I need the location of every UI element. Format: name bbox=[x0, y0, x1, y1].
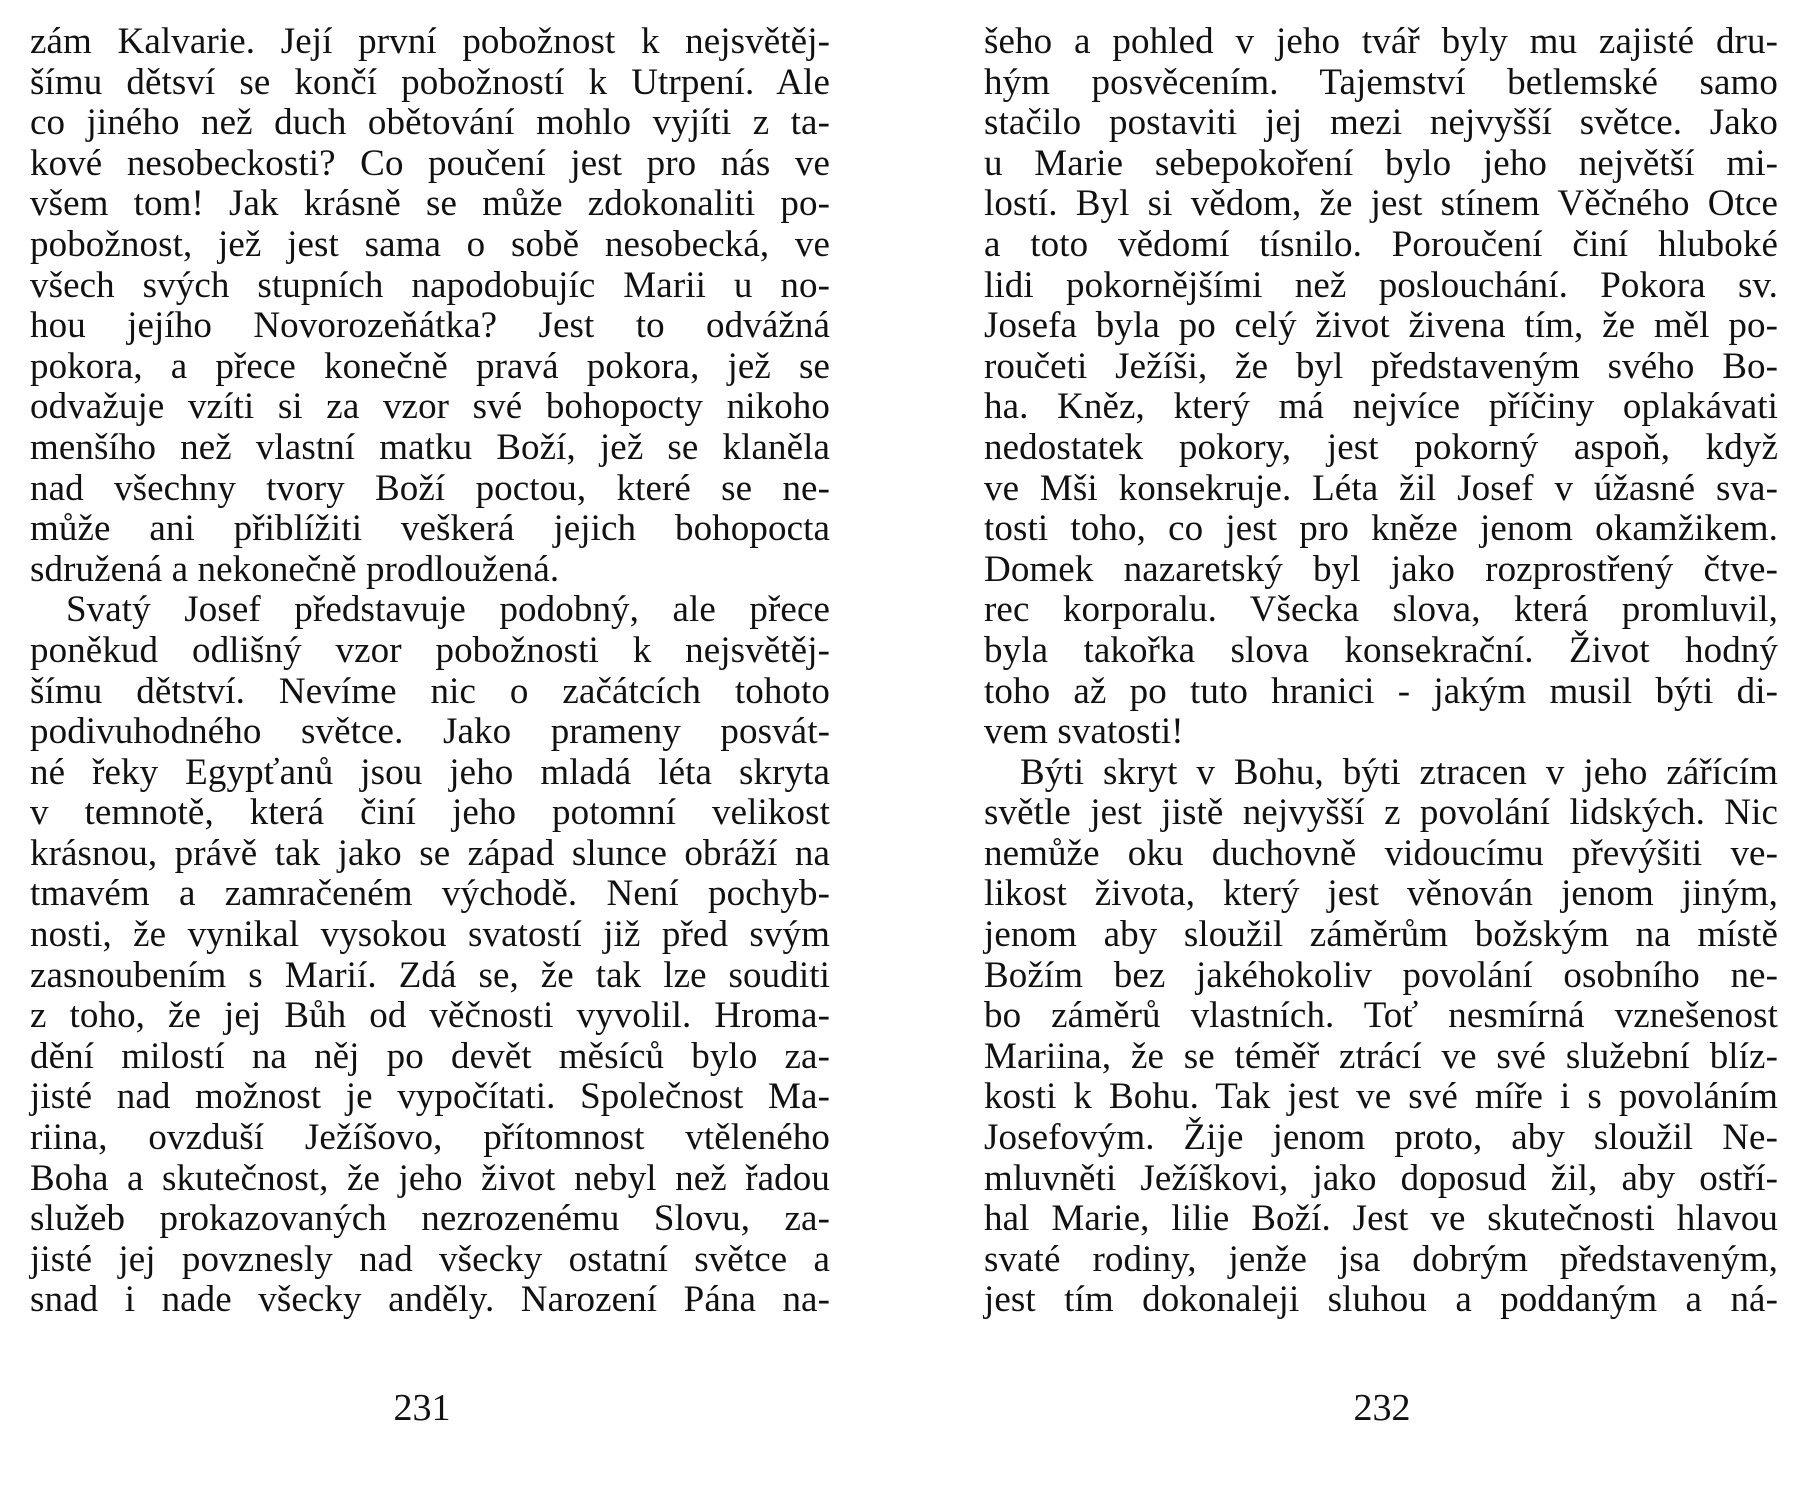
text-line: podivuhodného světce. Jako prameny posvát- bbox=[30, 711, 830, 753]
text-line: jenom aby sloužil záměrům božským na místě bbox=[984, 914, 1778, 956]
text-line: Domek nazaretský byl jako rozprostřený čtve- bbox=[984, 548, 1778, 590]
text-line: tmavém a zamračeném východě. Není pochyb- bbox=[30, 873, 830, 915]
text-line: Josefa byla po celý život živena tím, že měl po- bbox=[984, 305, 1778, 347]
text-line: jest tím dokonaleji sluhou a poddaným a ná- bbox=[984, 1279, 1778, 1321]
text-line: kové nesobeckosti? Co poučení jest pro nás ve bbox=[30, 142, 830, 184]
text-line: mluvněti Ježíškovi, jako doposud žil, aby ostří- bbox=[984, 1157, 1778, 1199]
paragraph-end-line: sdružená a nekonečně prodloužená. bbox=[30, 548, 560, 590]
text-line: a toto vědomí tísnilo. Poroučení činí hluboké bbox=[984, 223, 1778, 265]
text-line: byla takořka slova konsekrační. Život hodný bbox=[984, 629, 1778, 671]
text-line: co jiného než duch obětování mohlo vyjíti z ta- bbox=[30, 102, 830, 144]
text-line: Josefovým. Žije jenom proto, aby sloužil Ne- bbox=[984, 1117, 1778, 1159]
text-line: kosti k Bohu. Tak jest ve své míře i s povoláním bbox=[984, 1076, 1778, 1118]
text-line: odvažuje vzíti si za vzor své bohopocty nikoho bbox=[30, 386, 830, 428]
text-line: všech svých stupních napodobujíc Marii u no- bbox=[30, 264, 830, 306]
text-line: svaté rodiny, jenže jsa dobrým představeným, bbox=[984, 1238, 1778, 1280]
text-line: ha. Kněz, který má nejvíce příčiny oplakávati bbox=[984, 386, 1778, 428]
text-line: šímu dětství. Nevíme nic o začátcích tohoto bbox=[30, 670, 830, 712]
text-line: Božím bez jakéhokoliv povolání osobního ne- bbox=[984, 954, 1778, 996]
text-line: nosti, že vynikal vysokou svatostí již před svým bbox=[30, 914, 830, 956]
text-line: hou jejího Novorozeňátka? Jest to odvážná bbox=[30, 305, 830, 347]
text-line: zasnoubením s Marií. Zdá se, že tak lze souditi bbox=[30, 954, 830, 996]
text-line: toho až po tuto hranici - jakým musil býti di- bbox=[984, 670, 1778, 712]
text-line: služeb prokazovaných nezrozenému Slovu, za- bbox=[30, 1198, 830, 1240]
text-line: zám Kalvarie. Její první pobožnost k nejsvětěj- bbox=[30, 21, 830, 62]
text-line: šeho a pohled v jeho tvář byly mu zajisté dru- bbox=[984, 21, 1778, 62]
text-line: v temnotě, která činí jeho potomní velikost bbox=[30, 792, 830, 834]
text-line: Mariina, že se téměř ztrácí ve své služební blíz- bbox=[984, 1035, 1778, 1077]
text-line: z toho, že jej Bůh od věčnosti vyvolil. Hroma- bbox=[30, 995, 830, 1037]
text-line: bo záměrů vlastních. Toť nesmírná vznešenost bbox=[984, 995, 1778, 1037]
paragraph-start-line: Svatý Josef představuje podobný, ale přece bbox=[66, 589, 830, 631]
text-line: světle jest jistě nejvyšší z povolání lidských. Nic bbox=[984, 792, 1778, 834]
left-page-text bbox=[30, 22, 830, 1321]
text-line: ve Mši konsekruje. Léta žil Josef v úžasné sva- bbox=[984, 467, 1778, 509]
page-number-right: 232 bbox=[1353, 1387, 1411, 1429]
text-line: stačilo postaviti jej mezi nejvyšší světce. Jako bbox=[984, 102, 1778, 144]
text-line: Boha a skutečnost, že jeho život nebyl než řadou bbox=[30, 1157, 830, 1199]
text-line: roučeti Ježíši, že byl představeným svého Bo- bbox=[984, 345, 1778, 387]
text-line: hým posvěcením. Tajemství betlemské samo bbox=[984, 61, 1778, 103]
text-line: lidi pokornějšími než poslouchání. Pokora sv. bbox=[984, 264, 1778, 306]
paragraph-end-line: vem svatosti! bbox=[984, 711, 1184, 753]
text-line: poněkud odlišný vzor pobožnosti k nejsvětěj- bbox=[30, 629, 830, 671]
text-line: riina, ovzduší Ježíšovo, přítomnost vtěleného bbox=[30, 1117, 830, 1159]
text-line: šímu dětsví se končí pobožností k Utrpení. Ale bbox=[30, 61, 830, 103]
text-line: jisté nad možnost je vypočítati. Společnost Ma- bbox=[30, 1076, 830, 1118]
text-line: hal Marie, lilie Boží. Jest ve skutečnosti hlavou bbox=[984, 1198, 1778, 1240]
text-line: krásnou, právě tak jako se západ slunce obráží na bbox=[30, 832, 830, 874]
page-number-left: 231 bbox=[393, 1387, 451, 1429]
text-line: likost života, který jest věnován jenom jiným, bbox=[984, 873, 1778, 915]
right-page-text bbox=[984, 22, 1778, 1321]
text-line: né řeky Egypťanů jsou jeho mladá léta skryta bbox=[30, 751, 830, 793]
paragraph-start-line: Býti skryt v Bohu, býti ztracen v jeho zářícím bbox=[1020, 751, 1778, 793]
text-line: pobožnost, jež jest sama o sobě nesobecká, ve bbox=[30, 223, 830, 265]
text-line: nemůže oku duchovně vidoucímu převýšiti ve- bbox=[984, 832, 1778, 874]
text-line: u Marie sebepokoření bylo jeho největší mi- bbox=[984, 142, 1778, 184]
text-line: lostí. Byl si vědom, že jest stínem Věčného Otce bbox=[984, 183, 1778, 225]
text-line: pokora, a přece konečně pravá pokora, jež se bbox=[30, 345, 830, 387]
text-line: dění milostí na něj po devět měsíců bylo za- bbox=[30, 1035, 830, 1077]
text-line: nad všechny tvory Boží poctou, které se ne- bbox=[30, 467, 830, 509]
text-line: jisté jej povznesly nad všecky ostatní světce a bbox=[30, 1238, 830, 1280]
text-line: všem tom! Jak krásně se může zdokonaliti po- bbox=[30, 183, 830, 225]
text-line: menšího než vlastní matku Boží, jež se klaněla bbox=[30, 426, 830, 468]
text-line: může ani přiblížiti veškerá jejich bohopocta bbox=[30, 508, 830, 550]
text-line: rec korporalu. Všecka slova, která promluvil, bbox=[984, 589, 1778, 631]
text-line: snad i nade všecky anděly. Narození Pána na- bbox=[30, 1279, 830, 1321]
text-line: nedostatek pokory, jest pokorný aspoň, když bbox=[984, 426, 1778, 468]
text-line: tosti toho, co jest pro kněze jenom okamžikem. bbox=[984, 508, 1778, 550]
